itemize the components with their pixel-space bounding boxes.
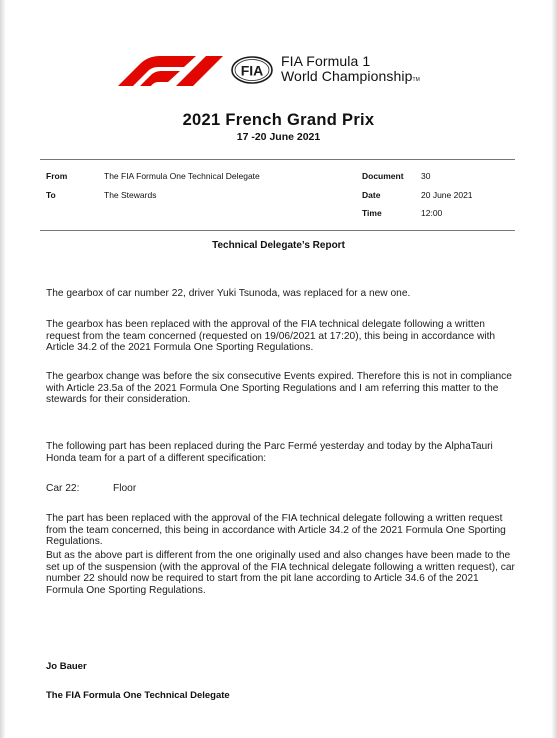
date-label: Date [362,190,381,200]
to-label: To [46,190,56,200]
from-value: The FIA Formula One Technical Delegate [104,171,260,181]
event-dates: 17 -20 June 2021 [236,131,321,143]
report-paragraph: The part has been replaced with the approval of the FIA technical delegate following a written request from the team concerned, this being in accordance with Article 34.2 of the 2021 Formula One Sporting Regulations. [46,513,506,548]
report-paragraph: The gearbox change was before the six consecutive Events expired. Therefore this is not in compliance with Article 23.5a of the 2021 Formula One Sporting Regulations and I am referring this matter to the stewards for their consideration. [46,371,512,406]
report-paragraph: The following part has been replaced during the Parc Fermé yesterday and today by the AlphaTauri Honda team for a part of a different specification: [46,441,493,464]
logo-wordmark [281,54,420,88]
report-paragraph: The gearbox has been replaced with the approval of the FIA technical delegate following a written request from the team concerned (requested on 19/06/2021 at 17:20), this being in accordance with Article 34.2 of the 2021 Formula One Sporting Regulations. [46,319,496,354]
report-title: Technical Delegate’s Report [212,240,345,251]
from-label: From [46,171,68,181]
date-value: 20 June 2021 [421,190,473,200]
car-part: Floor [113,483,137,494]
to-value: The Stewards [104,190,157,200]
header-rule-bottom [40,230,515,231]
header-rule-top [40,159,515,160]
signatory-name: Jo Bauer [46,661,87,672]
fia-badge-text: FIA [240,62,264,79]
f1-logo-mark [118,56,226,86]
report-paragraph: But as the above part is different from the one originally used and also changes have been made to the set up of the suspension (with the approval of the FIA technical delegate following a written request), car number 22 should now be required to start from the pit lane according to Article 34.6 of the 2021 Formula One Sporting Regulations. [46,550,515,596]
car-label: Car 22: [46,483,80,494]
logo-line-2 [281,69,420,88]
logo-line-1: FIA Formula 1 [281,53,371,69]
event-title: 2021 French Grand Prix [182,111,375,129]
signatory-role: The FIA Formula One Technical Delegate [46,690,230,701]
trademark-mark: TM [412,77,420,83]
time-label: Time [362,208,382,218]
document-value: 30 [421,171,431,181]
report-paragraph: The gearbox of car number 22, driver Yuki Tsunoda, was replaced for a new one. [46,288,411,299]
f1-logo [118,52,458,92]
fia-badge-icon [231,56,273,84]
time-value: 12:00 [421,208,443,218]
document-label: Document [362,171,404,181]
logo-line-2-text: World Championship [281,68,413,84]
